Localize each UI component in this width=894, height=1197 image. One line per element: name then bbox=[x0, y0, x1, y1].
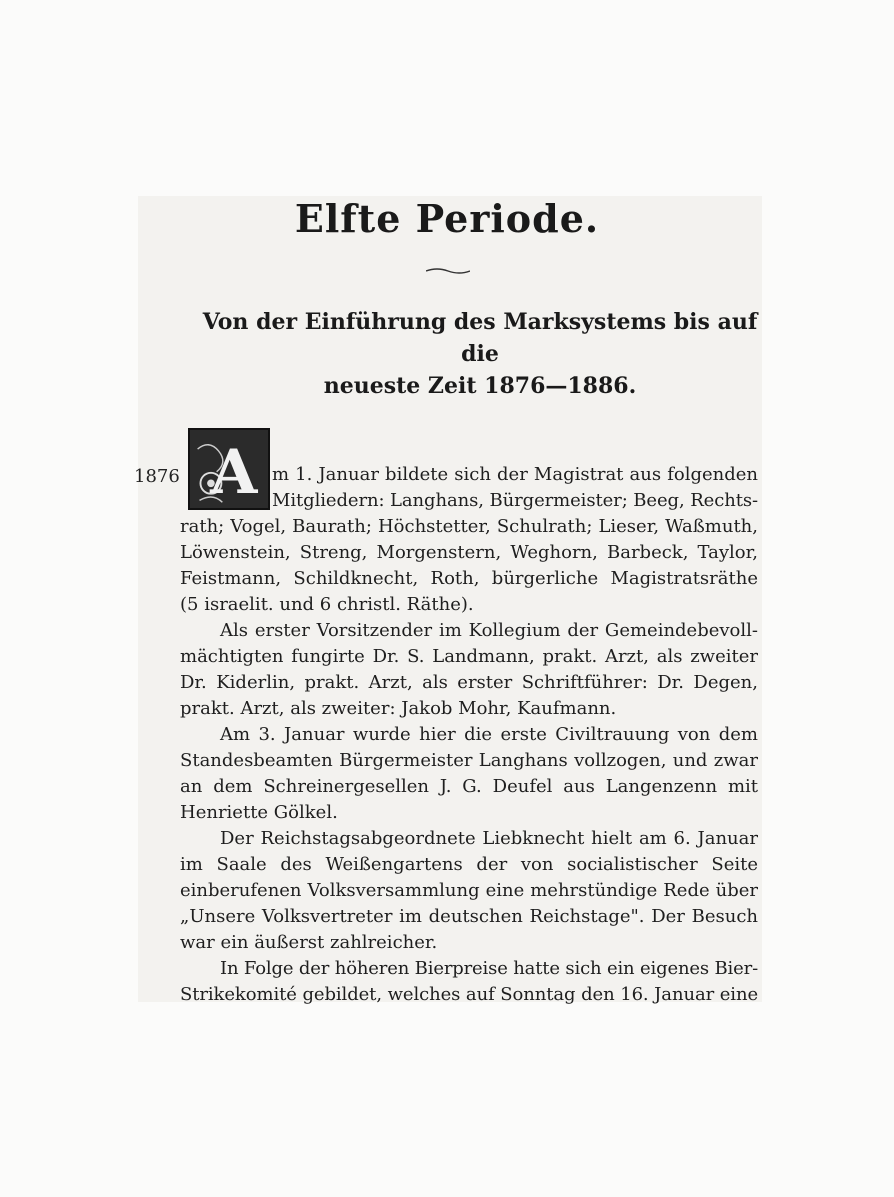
text-line: (5 israelit. und 6 christl. Räthe). bbox=[180, 594, 474, 615]
initial-letter-icon bbox=[190, 430, 268, 508]
ornament-divider bbox=[426, 267, 470, 275]
text-line: Standesbeamten Bürgermeister Langhans vollzogen, und zwar bbox=[180, 750, 758, 771]
text-line: prakt. Arzt, als zweiter: Jakob Mohr, Kaufmann. bbox=[180, 698, 617, 719]
text-line: Henriette Gölkel. bbox=[180, 802, 338, 823]
paragraph-1-top bbox=[272, 462, 758, 514]
chapter-subtitle bbox=[200, 306, 760, 402]
text-line: rath; Vogel, Baurath; Höchstetter, Schulrath; Lieser, Waßmuth, bbox=[180, 516, 758, 537]
text-line: Dr. Kiderlin, prakt. Arzt, als erster Schriftführer: Dr. Degen, bbox=[180, 672, 758, 693]
text-line: Feistmann, Schildknecht, Roth, bürgerliche Magistratsräthe bbox=[180, 568, 758, 589]
text-line: an dem Schreinergesellen J. G. Deufel aus Langenzenn mit bbox=[180, 776, 758, 797]
subtitle-line-2: neueste Zeit 1876—1886. bbox=[323, 373, 637, 399]
paragraph-4 bbox=[180, 826, 758, 956]
decorative-initial bbox=[188, 428, 270, 510]
chapter-title: Elfte Periode. bbox=[294, 196, 600, 241]
text-line: Löwenstein, Streng, Morgenstern, Weghorn, Barbeck, Taylor, bbox=[180, 542, 758, 563]
text-line: Als erster Vorsitzender im Kollegium der Gemeindebevoll- bbox=[220, 620, 758, 641]
paragraph-1-rest bbox=[180, 514, 758, 618]
subtitle-line-1: Von der Einführung des Marksystems bis auf die bbox=[202, 309, 758, 367]
initial-letter: A bbox=[210, 436, 258, 508]
text-line: m 1. Januar bildete sich der Magistrat aus folgenden bbox=[272, 464, 758, 485]
text-line: Der Reichstagsabgeordnete Liebknecht hielt am 6. Januar bbox=[220, 828, 758, 849]
text-line: In Folge der höheren Bierpreise hatte sich ein eigenes Bier- bbox=[220, 958, 758, 979]
text-line: einberufenen Volksversammlung eine mehrstündige Rede über bbox=[180, 880, 758, 901]
paragraph-2 bbox=[180, 618, 758, 722]
paragraph-5 bbox=[180, 956, 758, 1008]
text-line: Strikekomité gebildet, welches auf Sonntag den 16. Januar eine bbox=[180, 984, 758, 1005]
text-line: „Unsere Volksvertreter im deutschen Reichstage". Der Besuch bbox=[180, 906, 758, 927]
paragraph-3 bbox=[180, 722, 758, 826]
text-line: war ein äußerst zahlreicher. bbox=[180, 932, 438, 953]
text-line: Am 3. Januar wurde hier die erste Civiltrauung von dem bbox=[220, 724, 758, 745]
margin-year: 1876 bbox=[134, 466, 180, 487]
text-line: im Saale des Weißengartens der von socialistischer Seite bbox=[180, 854, 758, 875]
text-line: Mitgliedern: Langhans, Bürgermeister; Beeg, Rechts- bbox=[272, 490, 758, 511]
text-line: mächtigten fungirte Dr. S. Landmann, prakt. Arzt, als zweiter bbox=[180, 646, 758, 667]
chapter-heading bbox=[0, 196, 894, 246]
